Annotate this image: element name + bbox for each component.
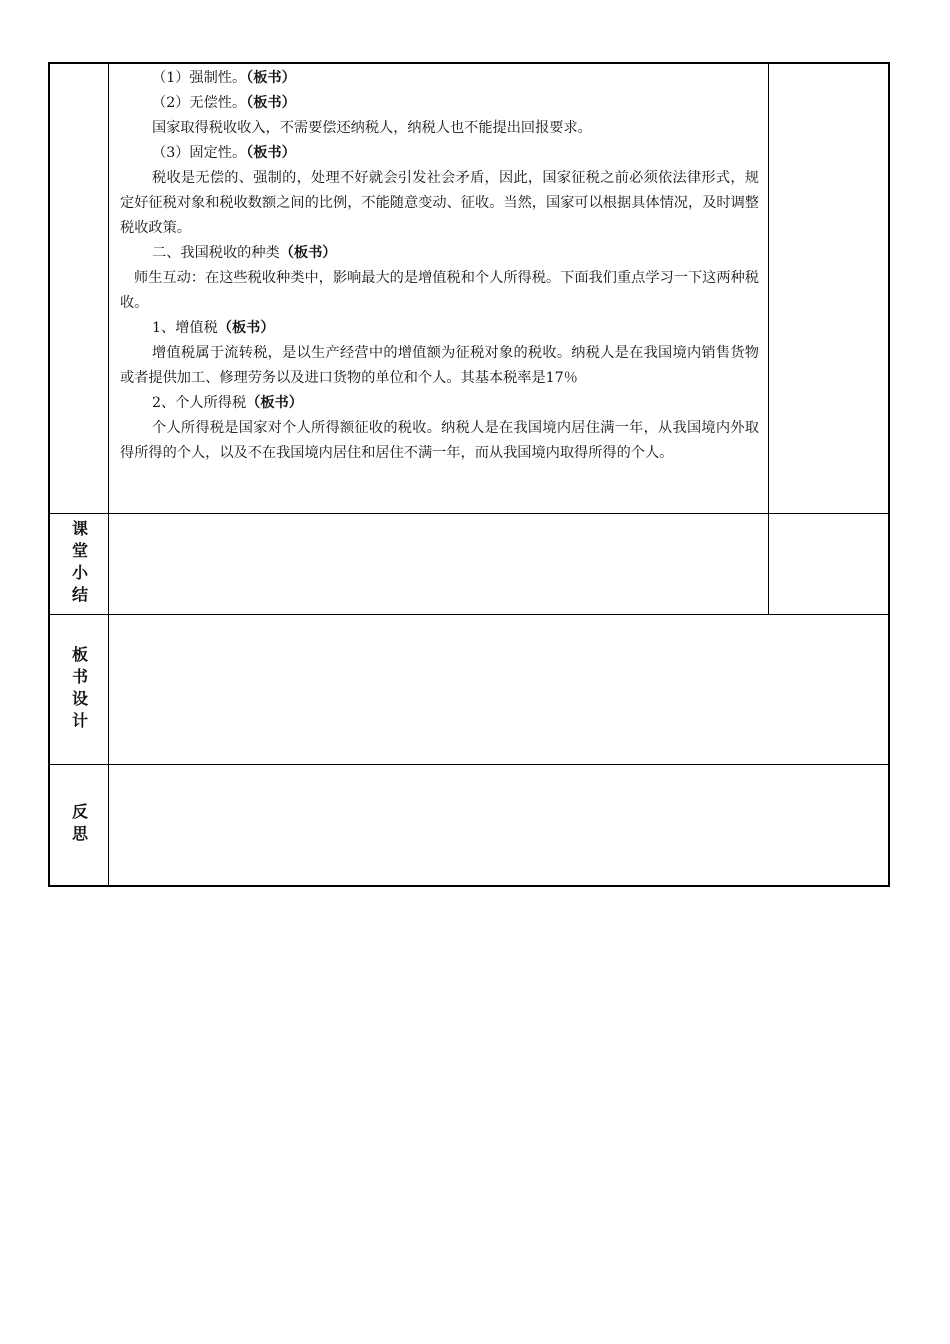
teaching-content-cell xyxy=(110,64,767,513)
text-line: 国家取得税收收入，不需要偿还纳税人，纳税人也不能提出回报要求。 xyxy=(152,120,592,136)
teaching-process-row xyxy=(50,64,888,514)
board-design-content-cell xyxy=(110,615,888,764)
summary-row xyxy=(50,514,888,615)
lesson-plan-table xyxy=(48,62,890,887)
text-line: （2）无偿性。（板书） xyxy=(152,95,296,111)
text-paragraph: 增值税属于流转税，是以生产经营中的增值额为征税对象的税收。纳税人是在我国境内销售货物或者提供加工、修理劳务以及进口货物的单位和个人。其基本税率是17％ xyxy=(120,345,759,386)
text-paragraph: 师生互动：在这些税收种类中，影响最大的是增值税和个人所得税。下面我们重点学习一下这两种税收。 xyxy=(120,270,759,311)
section-heading: 二、我国税收的种类（板书） xyxy=(152,245,337,261)
row-label-cell xyxy=(50,64,109,513)
board-design-row xyxy=(50,615,888,765)
reflection-row xyxy=(50,765,888,885)
summary-notes-cell xyxy=(768,514,888,614)
text-paragraph: 个人所得税是国家对个人所得额征收的税收。纳税人是在我国境内居住满一年，从我国境内外取得所得的个人，以及不在我国境内居住和居住不满一年，而从我国境内取得所得的个人。 xyxy=(120,420,759,461)
text-paragraph: 税收是无偿的、强制的，处理不好就会引发社会矛盾，因此，国家征税之前必须依法律形式，规定好征税对象和税收数额之间的比例，不能随意变动、征收。当然，国家可以根据具体情况，及时调整税收政策。 xyxy=(120,170,759,236)
board-design-label-cell xyxy=(50,615,109,764)
board-design-label: 板书设计 xyxy=(69,645,89,734)
summary-label: 课堂小结 xyxy=(69,520,89,608)
summary-label-cell xyxy=(50,514,109,614)
text-line: （1）强制性。（板书） xyxy=(152,70,296,86)
reflection-label-cell xyxy=(50,765,109,885)
reflection-content-cell xyxy=(110,765,888,885)
summary-content-cell xyxy=(110,514,767,614)
text-line: （3）固定性。（板书） xyxy=(152,145,296,161)
subsection-heading: 2、个人所得税（板书） xyxy=(152,395,303,411)
notes-cell xyxy=(768,64,888,513)
subsection-heading: 1、增值税（板书） xyxy=(152,320,275,336)
reflection-label: 反思 xyxy=(69,803,89,847)
